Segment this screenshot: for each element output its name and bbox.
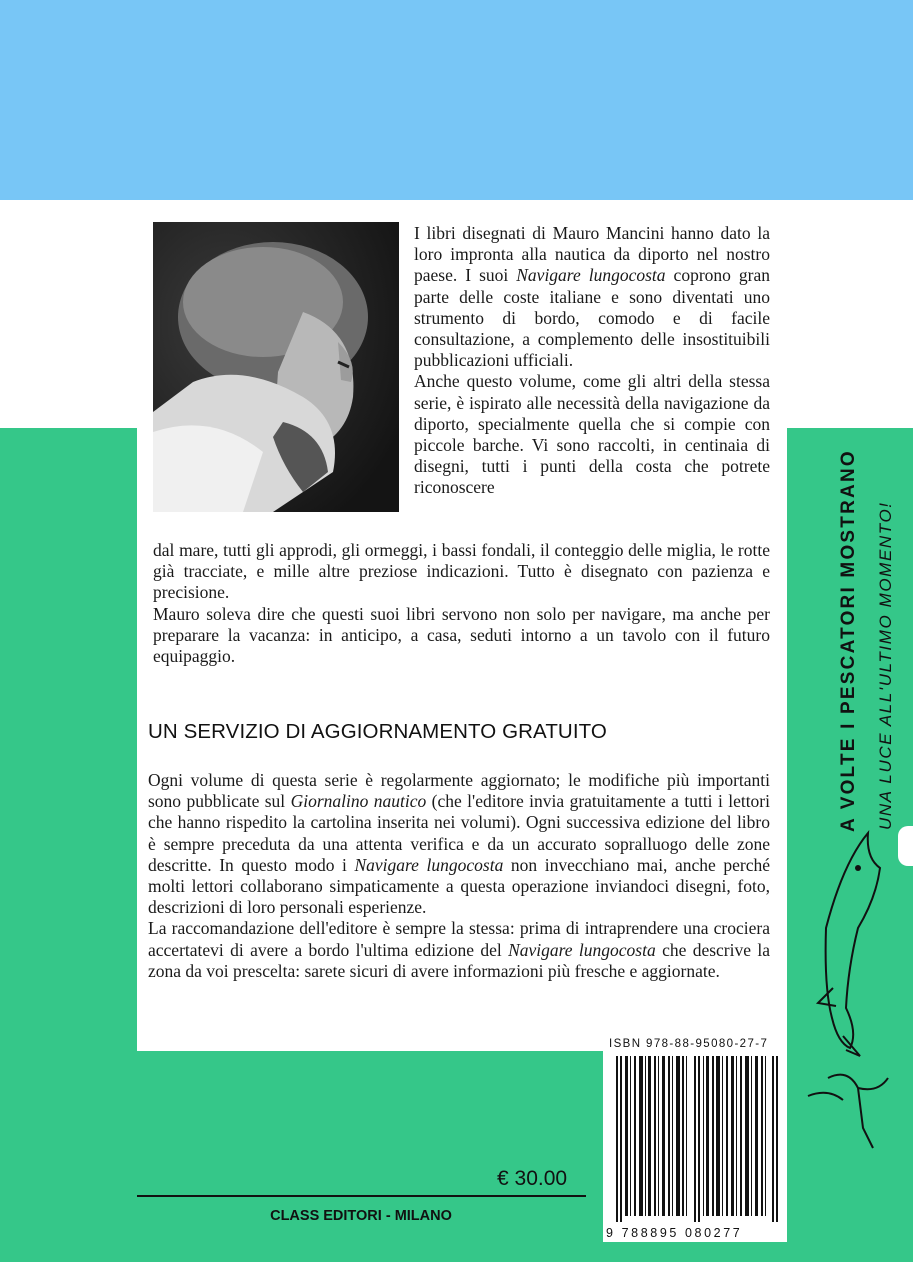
intro-paragraph-2-tail: dal mare, tutti gli approdi, gli ormeggi, i bassi fondali, il conteggio delle miglia, le rotte già tracciate, e mille altre preziose indicazioni. Tutto è disegnato con pazienza e precisione. bbox=[153, 540, 770, 603]
side-caption-line-1: A VOLTE I PESCATORI MOSTRANO bbox=[838, 449, 859, 832]
page-tab bbox=[898, 826, 913, 866]
ean-digits: 9 788895 080277 bbox=[606, 1226, 743, 1240]
service-paragraph-1: Ogni volume di questa serie è regolarmente aggiornato; le modifiche più importanti sono pubblicate sul Giornalino nautico (che l'editore invia gratuitamente a tutti i lettori che hanno rispedito la cartolina inserita nei volumi). Ogni successiva edizione del libro è sempre preceduta da una attenta verifica e da un accurato sopralluogo delle zone descritte. In questo modo i Navigare lungocosta non invecchiano mai, anche perché molti lettori collaborano simpaticamente a questa operazione inviandoci disegni, foto, descrizioni di loro personali esperienze. bbox=[148, 770, 770, 918]
isbn-label: ISBN 978-88-95080-27-7 bbox=[609, 1038, 769, 1050]
side-caption-line-2: UNA LUCE ALL'ULTIMO MOMENTO! bbox=[876, 501, 895, 830]
price: € 30.00 bbox=[497, 1167, 568, 1190]
divider-rule bbox=[137, 1195, 586, 1197]
publisher: CLASS EDITORI - MILANO bbox=[270, 1208, 452, 1224]
sky-background bbox=[0, 0, 913, 200]
intro-text bbox=[414, 223, 770, 499]
barcode bbox=[616, 1056, 781, 1222]
intro-paragraph-2-lead: Anche questo volume, come gli altri della stessa serie, è ispirato alle necessità della navigazione da diporto, specialmente quella che si compie con piccole barche. Vi sono raccolti, in centinaia di disegni, tutti i punti della costa che potrete riconoscere bbox=[414, 371, 770, 498]
service-paragraph-2: La raccomandazione dell'editore è sempre la stessa: prima di intraprendere una crociera accertatevi di avere a bordo l'ultima edizione del Navigare lungocosta che descrive la zona da voi prescelta: sarete sicuri di avere informazioni più fresche e aggiornate. bbox=[148, 918, 770, 981]
service-heading: UN SERVIZIO DI AGGIORNAMENTO GRATUITO bbox=[148, 720, 607, 743]
author-photo bbox=[153, 222, 399, 512]
intro-paragraph-1: I libri disegnati di Mauro Mancini hanno dato la loro impronta alla nautica da diporto nel nostro paese. I suoi Navigare lungocosta coprono gran parte delle coste italiane e sono diventati uno strumento di bordo, comodo e di facile consultazione, a complemento delle insostituibili pubblicazioni ufficiali. bbox=[414, 223, 770, 371]
intro-text-continued bbox=[153, 540, 770, 667]
service-text bbox=[148, 770, 770, 982]
intro-paragraph-3: Mauro soleva dire che questi suoi libri servono non solo per navigare, ma anche per preparare la vacanza: in anticipo, a casa, seduti intorno a un tavolo con il futuro equipaggio. bbox=[153, 603, 770, 667]
